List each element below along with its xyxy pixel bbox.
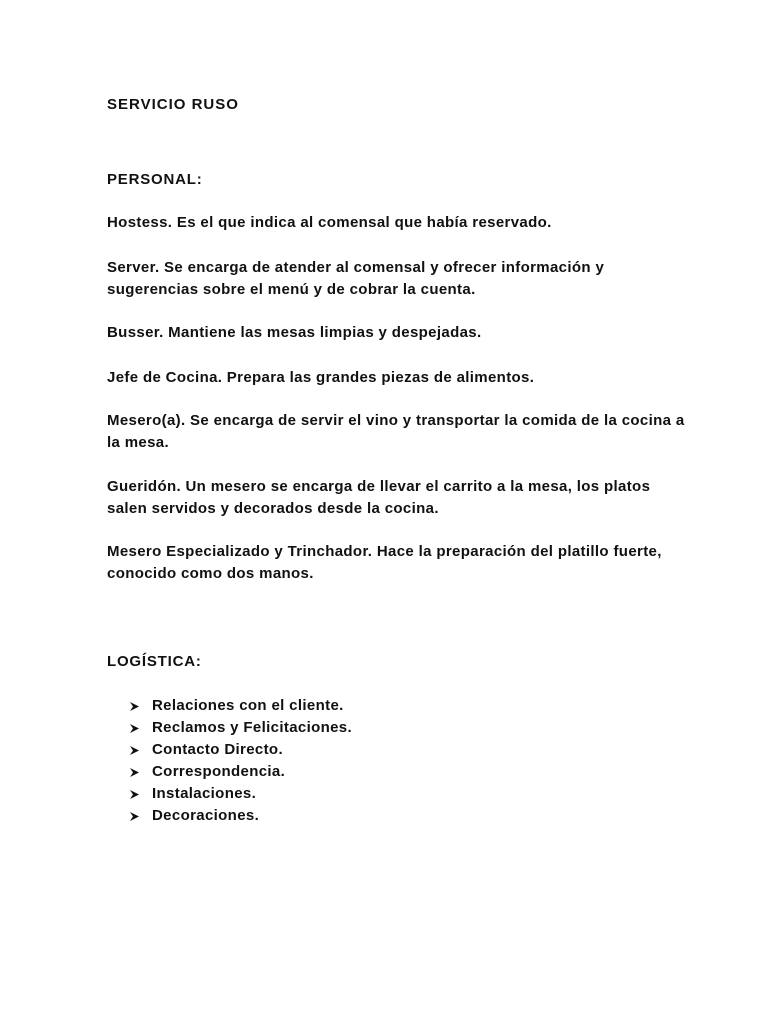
list-item (129, 805, 352, 827)
arrow-bullet-icon (129, 700, 152, 712)
arrow-bullet-icon (129, 744, 152, 756)
arrow-bullet-icon (129, 766, 152, 778)
personal-item-mesero: Mesero(a). Se encarga de servir el vino y transportar la comida de la cocina a la mesa. (107, 412, 685, 451)
logistica-list (129, 695, 352, 827)
document-title: SERVICIO RUSO (107, 96, 239, 113)
list-item (129, 739, 352, 761)
arrow-bullet-icon (129, 788, 152, 800)
logistica-heading: LOGÍSTICA: (107, 653, 202, 670)
list-item (129, 761, 352, 783)
personal-item-jefe-de-cocina: Jefe de Cocina. Prepara las grandes piezas de alimentos. (107, 369, 535, 386)
list-item-label: Correspondencia. (152, 763, 286, 780)
personal-item-server: Server. Se encarga de atender al comensal y ofrecer información y sugerencias sobre el menú y de cobrar la cuenta. (107, 259, 605, 298)
list-item (129, 717, 352, 739)
personal-item-hostess: Hostess. Es el que indica al comensal que había reservado. (107, 214, 552, 231)
list-item (129, 695, 352, 717)
arrow-bullet-icon (129, 810, 152, 822)
list-item-label: Decoraciones. (152, 807, 260, 824)
personal-item-gueridon: Gueridón. Un mesero se encarga de llevar el carrito a la mesa, los platos salen servidos y decorados desde la cocina. (107, 478, 651, 517)
list-item-label: Contacto Directo. (152, 741, 283, 758)
personal-item-mesero-especializado: Mesero Especializado y Trinchador. Hace la preparación del platillo fuerte, conocido como dos manos. (107, 543, 662, 582)
personal-item-busser: Busser. Mantiene las mesas limpias y despejadas. (107, 324, 482, 341)
arrow-bullet-icon (129, 722, 152, 734)
list-item-label: Reclamos y Felicitaciones. (152, 719, 353, 736)
list-item-label: Instalaciones. (152, 785, 257, 802)
personal-heading: PERSONAL: (107, 171, 203, 188)
list-item-label: Relaciones con el cliente. (152, 697, 344, 714)
list-item (129, 783, 352, 805)
